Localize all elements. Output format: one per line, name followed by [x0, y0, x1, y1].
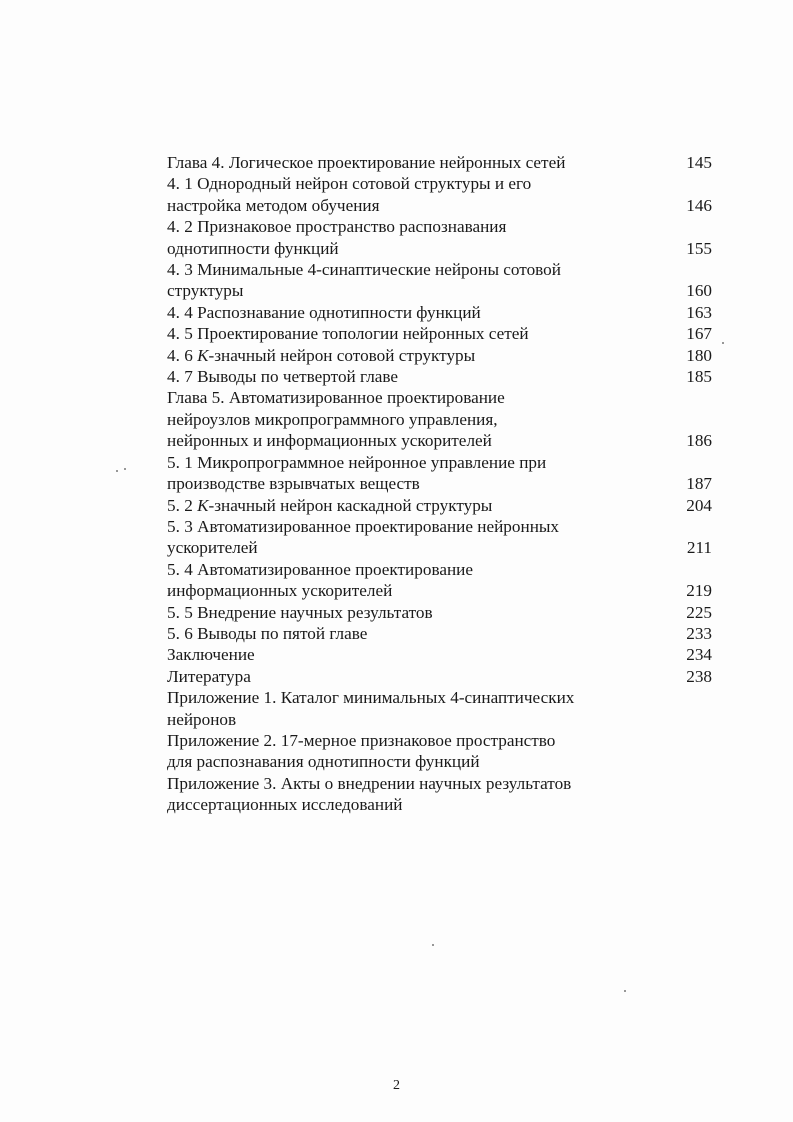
toc-entry-page: 233 — [686, 623, 712, 643]
toc-entry-line: 5. 5 Внедрение научных результатов — [167, 602, 433, 622]
toc-entry — [167, 730, 712, 773]
toc-entry-title — [167, 687, 637, 730]
toc-entry-line: 5. 1 Микропрограммное нейронное управление при — [167, 452, 547, 472]
toc-entry — [167, 623, 712, 644]
scan-speck — [722, 342, 724, 344]
toc-entry-title — [167, 345, 637, 366]
page-number: 2 — [393, 1078, 400, 1093]
toc-entry-line: 5. 2 K-значный нейрон каскадной структуры — [167, 495, 493, 515]
toc-entry-line: Глава 4. Логическое проектирование нейронных сетей — [167, 153, 566, 172]
toc-entry — [167, 345, 712, 366]
toc-entry-line: 4. 2 Признаковое пространство распознавания — [167, 217, 507, 237]
scan-speck — [116, 470, 118, 472]
toc-entry-line: Глава 5. Автоматизированное проектирование — [167, 388, 505, 408]
toc-entry-page: 234 — [686, 645, 712, 665]
toc-entry-line: 4. 3 Минимальные 4-синаптические нейроны сотовой — [167, 260, 561, 280]
toc-entry — [167, 302, 712, 323]
toc-entry-title — [167, 666, 637, 687]
toc-entry — [167, 173, 712, 216]
toc-entry-page: 146 — [686, 195, 712, 215]
toc-entry-title — [167, 602, 637, 623]
toc-entry-title — [167, 323, 637, 344]
toc-entry — [167, 687, 712, 730]
toc-entry-line: настройка методом обучения — [167, 195, 380, 215]
toc-entry-line: структуры — [167, 281, 244, 301]
toc-entry-line: Заключение — [167, 645, 255, 665]
toc-entry — [167, 259, 712, 302]
toc-entry — [167, 152, 712, 173]
toc-entry-page: 185 — [686, 367, 712, 387]
toc-entry-line: Приложение 2. 17-мерное признаковое пространство — [167, 730, 556, 750]
toc-entry-line: нейроузлов микропрограммного управления, — [167, 409, 498, 429]
toc-entry — [167, 602, 712, 623]
toc-entry-title — [167, 259, 637, 302]
toc-entry — [167, 387, 712, 451]
toc-entry-line: Приложение 3. Акты о внедрении научных результатов — [167, 773, 572, 793]
toc-entry-line: однотипности функций — [167, 238, 339, 258]
toc-entry-line: 4. 5 Проектирование топологии нейронных сетей — [167, 324, 529, 344]
toc-entry-page: 225 — [686, 602, 712, 622]
toc-entry-title — [167, 516, 637, 559]
toc-entry-page: 219 — [686, 581, 712, 601]
toc-entry-line: диссертационных исследований — [167, 795, 403, 815]
toc-entry — [167, 495, 712, 516]
table-of-contents — [167, 152, 712, 816]
toc-entry-line: Литература — [167, 666, 251, 686]
toc-entry-page: 186 — [686, 431, 712, 451]
toc-entry-line: 4. 7 Выводы по четвертой главе — [167, 367, 399, 387]
toc-entry-title — [167, 773, 637, 816]
toc-entry-page: 180 — [686, 345, 712, 365]
toc-entry-line: информационных ускорителей — [167, 581, 393, 601]
toc-entry-page: 160 — [686, 281, 712, 301]
toc-entry-line: для распознавания однотипности функций — [167, 752, 480, 772]
toc-entry — [167, 644, 712, 665]
toc-entry-title — [167, 366, 637, 387]
scan-speck — [124, 468, 126, 470]
toc-entry-title — [167, 216, 637, 259]
toc-entry-line: 5. 4 Автоматизированное проектирование — [167, 559, 473, 579]
toc-entry-title — [167, 452, 637, 495]
toc-entry-page: 204 — [686, 495, 712, 515]
toc-entry-line: нейронов — [167, 709, 237, 729]
toc-entry-line: ускорителей — [167, 538, 258, 558]
toc-entry-page: 163 — [686, 302, 712, 322]
toc-entry — [167, 452, 712, 495]
toc-entry-title — [167, 152, 637, 173]
toc-entry-page: 155 — [686, 238, 712, 258]
toc-entry-page: 187 — [686, 474, 712, 494]
toc-entry-line: Приложение 1. Каталог минимальных 4-синаптических — [167, 688, 575, 708]
toc-entry-page: 167 — [686, 324, 712, 344]
toc-entry-line: 4. 4 Распознавание однотипности функций — [167, 302, 481, 322]
toc-entry-title — [167, 387, 637, 451]
toc-entry-line: производстве взрывчатых веществ — [167, 474, 420, 494]
toc-entry — [167, 773, 712, 816]
toc-entry — [167, 516, 712, 559]
toc-entry-page: 238 — [686, 666, 712, 686]
toc-entry-title — [167, 623, 637, 644]
toc-entry-title — [167, 559, 637, 602]
toc-entry — [167, 366, 712, 387]
toc-entry — [167, 323, 712, 344]
toc-entry-line: нейронных и информационных ускорителей — [167, 431, 492, 451]
toc-entry-page: 145 — [686, 153, 712, 172]
scan-speck — [432, 944, 434, 946]
toc-entry-title — [167, 173, 637, 216]
toc-entry — [167, 216, 712, 259]
toc-entry-title — [167, 644, 637, 665]
toc-entry — [167, 666, 712, 687]
toc-entry-title — [167, 495, 637, 516]
toc-entry-line: 5. 3 Автоматизированное проектирование нейронных — [167, 516, 560, 536]
toc-entry-line: 4. 1 Однородный нейрон сотовой структуры и его — [167, 174, 532, 194]
toc-entry-page: 211 — [686, 538, 712, 558]
toc-entry-line: 4. 6 K-значный нейрон сотовой структуры — [167, 345, 476, 365]
toc-entry-line: 5. 6 Выводы по пятой главе — [167, 623, 368, 643]
toc-entry — [167, 559, 712, 602]
scan-speck — [624, 990, 626, 992]
toc-entry-title — [167, 730, 637, 773]
toc-entry-title — [167, 302, 637, 323]
